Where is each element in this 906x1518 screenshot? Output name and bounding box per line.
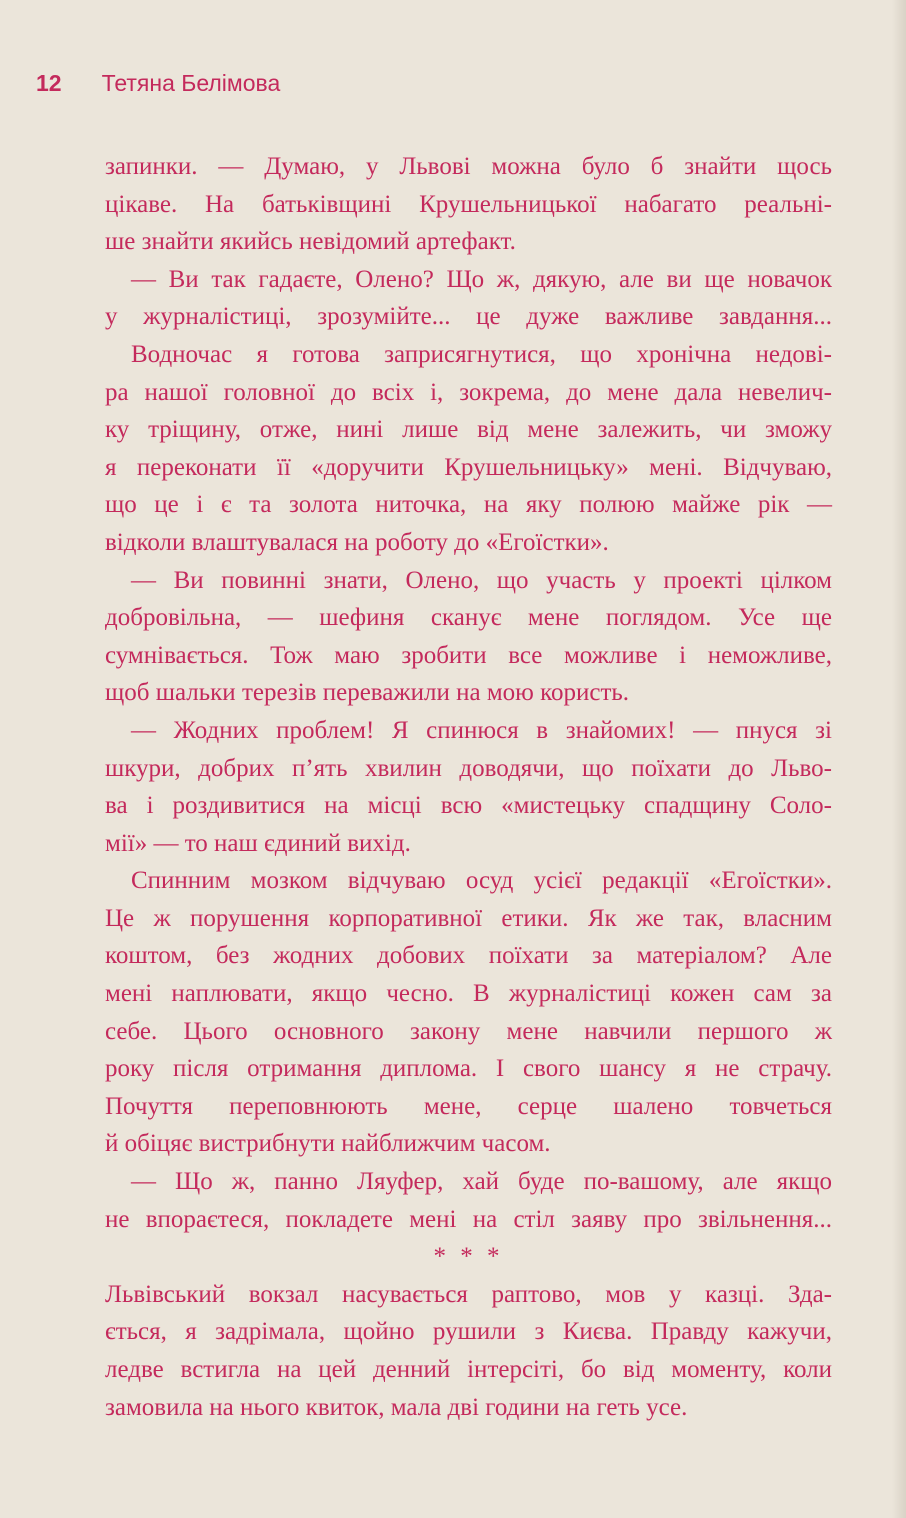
text-line: мії» — то наш єдиний вихід.	[105, 829, 411, 857]
text-line: ку тріщину, отже, нині лише від мене залежить, чи зможу	[105, 416, 832, 444]
text-line: мені наплювати, якщо чесно. В журналістиці кожен сам за	[105, 980, 832, 1008]
text-line: цікаве. На батьківщині Крушельницької набагато реальні-	[105, 190, 832, 218]
section-break: * * *	[433, 1243, 504, 1271]
text-line: Це ж порушення корпоративної етики. Як же так, власним	[105, 904, 832, 932]
text-line: Спинним мозком відчуваю осуд усієї редакції «Егоїстки».	[131, 867, 832, 895]
text-line: запинки. — Думаю, у Львові можна було б знайти щось	[105, 153, 832, 180]
page-number: 12	[36, 70, 62, 96]
text-line: Водночас я готова заприсягнутися, що хронічна недові-	[131, 340, 832, 368]
text-line: не впораєтеся, покладете мені на стіл заяву про звільнення...	[105, 1205, 832, 1233]
page-text	[105, 148, 832, 1426]
text-line: ледве встигла на цей денний інтерсіті, бо від моменту, коли	[105, 1356, 832, 1383]
text-line: що це і є та золота ниточка, на яку полюю майже рік —	[105, 491, 832, 519]
text-line: ра нашої головної до всіх і, зокрема, до мене дала невелич-	[105, 378, 832, 406]
text-line: коштом, без жодних добових поїхати за матеріалом? Але	[105, 942, 832, 970]
text-line: Почуття переповнюють мене, серце шалено товчеться	[105, 1092, 832, 1120]
text-line: замовила на нього квиток, мала дві години на геть усе.	[105, 1393, 688, 1421]
text-line: й обіцяє вистрибнути найближчим часом.	[105, 1130, 551, 1158]
text-line: ше знайти якийсь невідомий артефакт.	[105, 228, 516, 256]
text-line: року після отримання диплома. І свого шансу я не страчу.	[105, 1055, 832, 1083]
text-line: у журналістиці, зрозумійте... це дуже важливе завдання...	[105, 303, 832, 331]
text-line: Львівський вокзал насувається раптово, мов у казці. Зда-	[105, 1280, 832, 1308]
text-line: відколи влаштувалася на роботу до «Егоїстки».	[105, 528, 609, 556]
running-header	[36, 70, 280, 97]
page-edge	[892, 0, 906, 1518]
text-line: — Ви так гадаєте, Олено? Що ж, дякую, але ви ще новачок	[131, 265, 832, 293]
text-line: — Жодних проблем! Я спинюся в знайомих! — пнуся зі	[131, 716, 832, 744]
text-line: — Що ж, панно Ляуфер, хай буде по-вашому, але якщо	[131, 1168, 832, 1196]
text-line: шкури, добрих п’ять хвилин доводячи, що поїхати до Льво-	[105, 754, 832, 782]
text-line: ва і роздивитися на місці всю «мистецьку спадщину Соло-	[105, 792, 832, 820]
text-line: щоб шальки терезів переважили на мою користь.	[105, 679, 630, 707]
text-line: добровільна, — шефиня сканує мене поглядом. Усе ще	[105, 604, 832, 632]
text-line: ється, я задрімала, щойно рушили з Києва. Правду кажучи,	[105, 1318, 832, 1346]
author-name: Тетяна Белімова	[101, 70, 281, 96]
text-line: я переконати її «доручити Крушельницьку» мені. Відчуваю,	[105, 453, 832, 481]
text-line: — Ви повинні знати, Олено, що участь у проекті цілком	[131, 566, 832, 594]
text-line: сумнівається. Тож маю зробити все можливе і неможливе,	[105, 641, 832, 669]
text-line: себе. Цього основного закону мене навчили першого ж	[105, 1017, 832, 1045]
